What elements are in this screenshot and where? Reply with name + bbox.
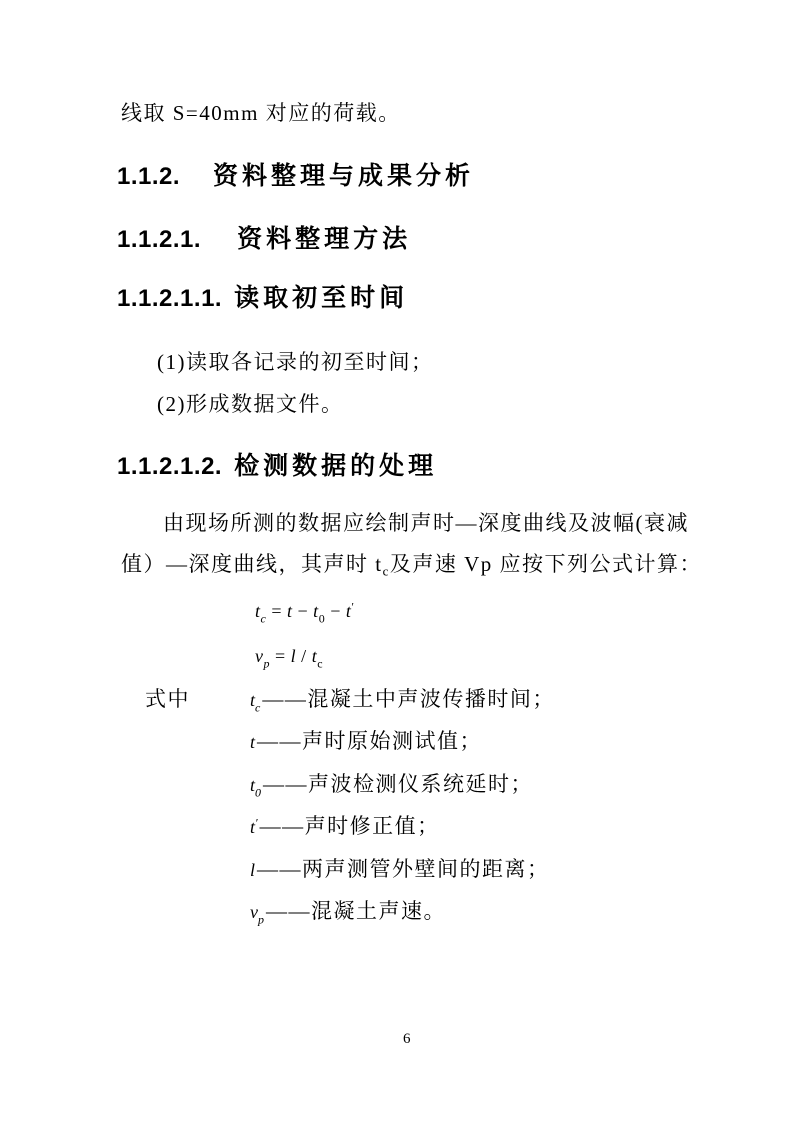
heading-number: 1.1.2.1.: [117, 226, 202, 253]
definition-symbol: [250, 902, 264, 927]
symbol-subscript: c: [255, 700, 261, 715]
definition-symbol: [250, 817, 258, 837]
heading-title: 资料整理方法: [237, 225, 412, 253]
symbol-base: l: [250, 860, 256, 880]
heading-title: 资料整理与成果分析: [213, 162, 475, 190]
definition-symbol: [250, 775, 262, 800]
definition-text: ——两声测管外壁间的距离；: [257, 857, 550, 881]
definition-row: [250, 687, 555, 715]
formula-subscript: c: [260, 611, 267, 626]
definition-text: ——混凝土中声波传播时间；: [262, 687, 555, 711]
list-item: (2)形成数据文件。: [157, 392, 344, 416]
formula-var: t: [255, 601, 261, 621]
symbol-subscript: 0: [255, 785, 262, 800]
definition-row: [250, 772, 534, 800]
formula-var: t: [345, 601, 352, 621]
formula-operator: =: [270, 646, 291, 666]
list-item: (1)读取各记录的初至时间；: [157, 350, 434, 374]
symbol-base: t: [250, 817, 256, 837]
definition-symbol: [250, 860, 255, 880]
formula-operator: −: [325, 601, 346, 621]
definition-text: ——声时原始测试值；: [257, 729, 483, 753]
heading-level-5: [117, 283, 408, 314]
heading-title: 检测数据的处理: [234, 452, 438, 480]
heading-number: 1.1.2.1.2.: [117, 453, 223, 480]
heading-level-5: [117, 451, 437, 482]
formula-var: t: [313, 601, 319, 621]
definition-text: ——混凝土声速。: [266, 899, 446, 923]
heading-number: 1.1.2.: [117, 163, 181, 190]
definition-row: [250, 814, 440, 839]
intro-line: 线取 S=40mm 对应的荷载。: [121, 101, 401, 125]
formula-var: v: [255, 646, 264, 666]
formula-subscript: c: [317, 656, 324, 671]
symbol-base: t: [250, 775, 256, 795]
symbol-base: v: [250, 902, 258, 922]
formula-var: l: [290, 646, 297, 666]
heading-level-3: [117, 161, 474, 192]
symbol-base: t: [250, 690, 256, 710]
paragraph-line: [121, 552, 702, 577]
paragraph-line: 由现场所测的数据应绘制声时—深度曲线及波幅(衰减: [163, 511, 689, 535]
definition-row: [250, 857, 550, 882]
formula-subscript: 0: [318, 611, 326, 626]
definition-row: [250, 729, 482, 754]
formula-sound-time: [255, 599, 355, 626]
symbol-subscript: p: [258, 912, 264, 927]
formula-operator: −: [292, 601, 314, 621]
heading-number: 1.1.2.1.1.: [117, 285, 223, 312]
formula-prime: ′: [351, 599, 355, 614]
formula-var: t: [287, 601, 293, 621]
formula-sound-velocity: [255, 646, 324, 671]
formula-subscript: p: [263, 656, 270, 671]
definition-symbol: [250, 690, 261, 715]
heading-level-4: [117, 224, 411, 255]
definition-row: [250, 899, 446, 927]
formula-operator: =: [266, 601, 287, 621]
where-label: 式中: [145, 687, 190, 711]
page-number: 6: [403, 1031, 411, 1047]
formula-var: t: [311, 646, 318, 666]
definition-symbol: [250, 732, 255, 752]
heading-title: 读取初至时间: [234, 284, 409, 312]
paragraph-text: 及声速 Vp 应按下列公式计算：: [389, 552, 703, 576]
symbol-base: t: [250, 732, 256, 752]
symbol-superscript: ′: [255, 815, 258, 830]
paragraph-text: 值）—深度曲线，其声时 t: [121, 552, 383, 576]
definition-text: ——声波检测仪系统延时；: [263, 772, 534, 796]
formula-operator: /: [296, 646, 312, 666]
inline-subscript: c: [382, 563, 390, 579]
definition-text: ——声时修正值；: [259, 814, 440, 838]
